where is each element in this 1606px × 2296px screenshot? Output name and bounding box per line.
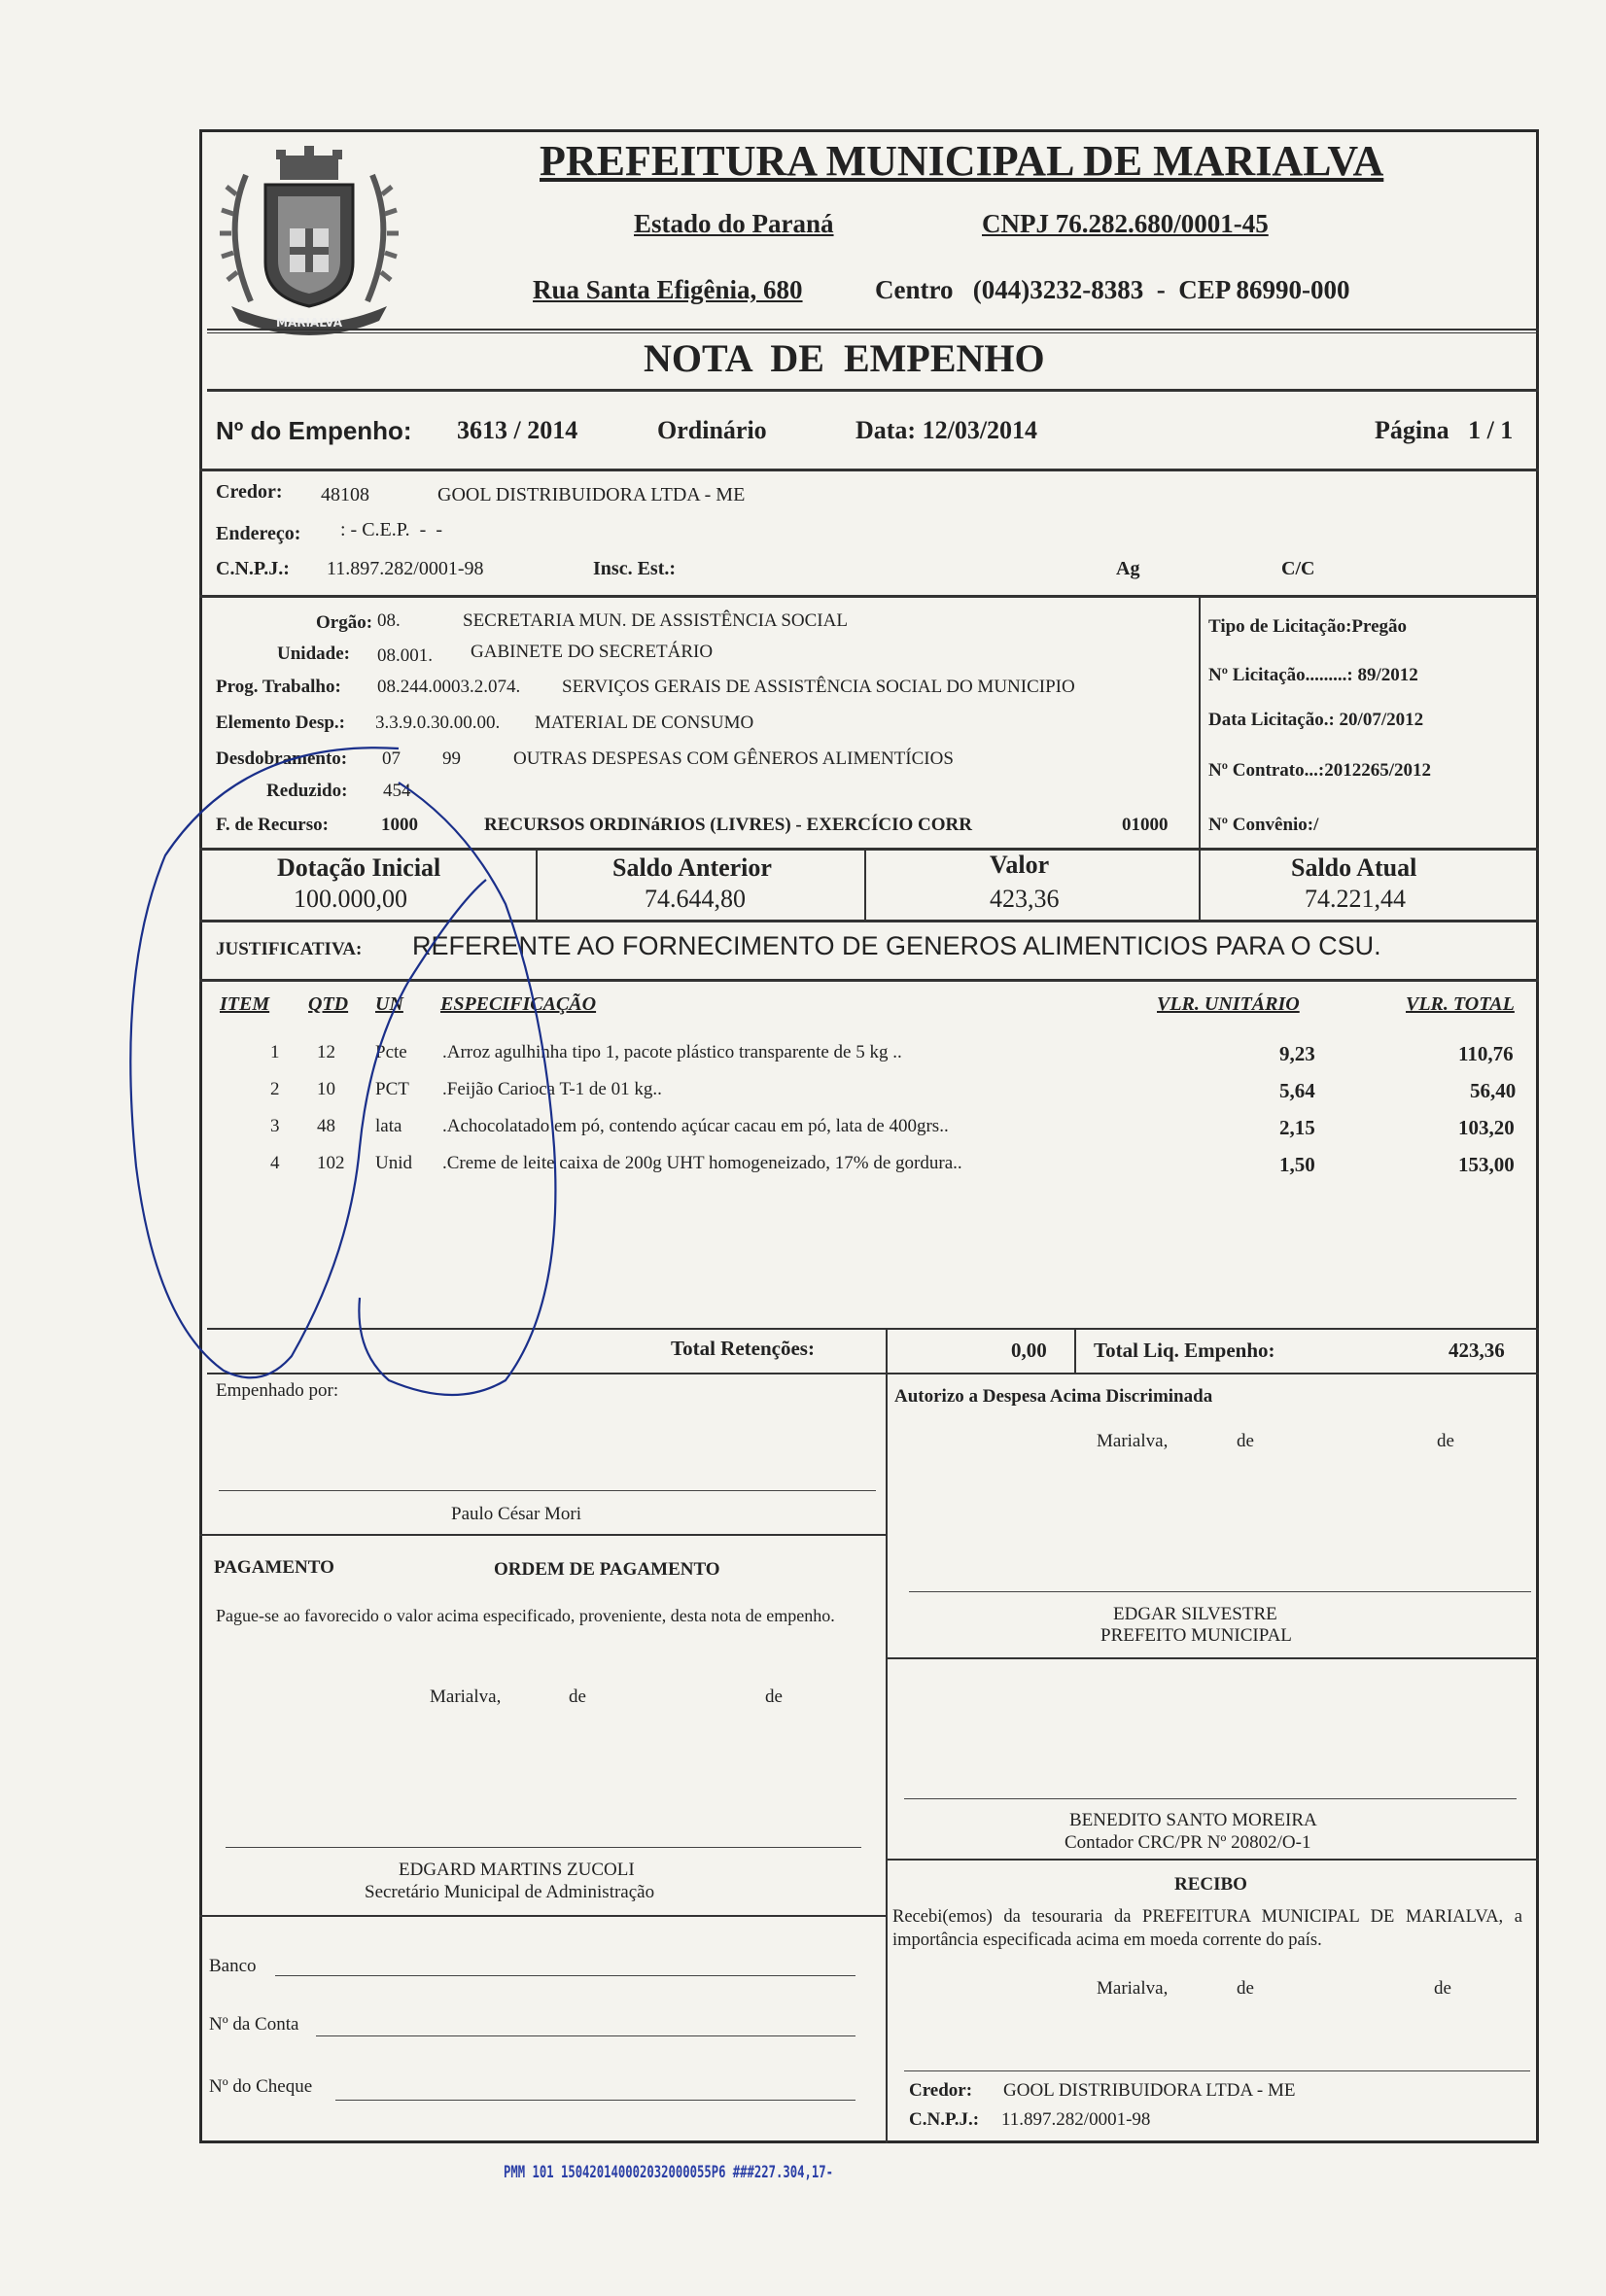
autorizo-place: Marialva, <box>1097 1431 1169 1451</box>
item-unit: 1,50 <box>1279 1153 1315 1176</box>
tipo-licitacao: Tipo de Licitação:Pregão <box>1208 616 1408 637</box>
prefeito-name: EDGAR SILVESTRE <box>1113 1604 1277 1624</box>
orgao-label: Orgão: <box>316 612 373 633</box>
prog-trabalho-name: SERVIÇOS GERAIS DE ASSISTÊNCIA SOCIAL DO MUNICIPIO <box>562 677 1075 697</box>
justificativa-text: REFERENTE AO FORNECIMENTO DE GENEROS ALIMENTICIOS PARA O CSU. <box>412 931 1381 960</box>
item-un: lata <box>375 1116 402 1136</box>
authentication-stamp: PMM 101 150420140002032000055P6 ###227.304,17- <box>504 2163 833 2182</box>
cnpj-label: CNPJ 76.282.680/0001-45 <box>982 209 1269 238</box>
item-total: 153,00 <box>1458 1153 1515 1176</box>
unidade-label: Unidade: <box>277 644 350 664</box>
valor-label: Valor <box>990 851 1050 879</box>
empenhado-por-name: Paulo César Mori <box>451 1504 582 1524</box>
numero-licitacao: Nº Licitação.........: 89/2012 <box>1208 665 1418 685</box>
col-vlr-total: VLR. TOTAL <box>1406 993 1515 1015</box>
empenho-number: 3613 / 2014 <box>457 416 578 444</box>
footer-credor-label: Credor: <box>909 2080 973 2101</box>
col-item: ITEM <box>220 993 270 1015</box>
cnpj-credor-value: 11.897.282/0001-98 <box>327 558 484 579</box>
item-number: 1 <box>270 1042 280 1062</box>
numero-conta-label: Nº da Conta <box>209 2014 299 2035</box>
district-phone-label: Centro (044)3232-8383 - CEP 86990-000 <box>875 275 1350 304</box>
elemento-desp-name: MATERIAL DE CONSUMO <box>535 713 754 733</box>
ordem-pagamento-label: ORDEM DE PAGAMENTO <box>494 1559 720 1580</box>
contador-name: BENEDITO SANTO MOREIRA <box>1069 1810 1317 1830</box>
item-desc: .Achocolatado em pó, contendo açúcar cacau em pó, lata de 400grs.. <box>442 1116 949 1136</box>
empenho-type: Ordinário <box>657 416 767 444</box>
desdobramento-sub: 99 <box>442 748 461 769</box>
dotacao-label: Dotação Inicial <box>277 853 441 882</box>
elemento-desp-label: Elemento Desp.: <box>216 713 345 733</box>
recibo-label: RECIBO <box>1174 1874 1247 1895</box>
footer-credor-name: GOOL DISTRIBUIDORA LTDA - ME <box>1003 2080 1296 2101</box>
empenhado-por-label: Empenhado por: <box>216 1380 339 1401</box>
insc-est-label: Insc. Est.: <box>593 558 677 579</box>
item-unit: 9,23 <box>1279 1042 1315 1065</box>
item-unit: 5,64 <box>1279 1079 1315 1102</box>
autorizo-de-1: de <box>1237 1431 1254 1451</box>
orgao-name: SECRETARIA MUN. DE ASSISTÊNCIA SOCIAL <box>463 610 848 631</box>
recibo-de-2: de <box>1434 1978 1451 1999</box>
footer-cnpj-value: 11.897.282/0001-98 <box>1001 2109 1151 2130</box>
state-label: Estado do Paraná <box>634 209 834 238</box>
autorizo-label: Autorizo a Despesa Acima Discriminada <box>894 1386 1213 1407</box>
unidade-code: 08.001. <box>377 645 433 666</box>
saldo-anterior-value: 74.644,80 <box>645 885 746 913</box>
desdobramento-label: Desdobramento: <box>216 748 348 769</box>
numero-cheque-label: Nº do Cheque <box>209 2076 313 2097</box>
contador-role: Contador CRC/PR Nº 20802/O-1 <box>1065 1832 1311 1853</box>
col-qtd: QTD <box>308 993 349 1015</box>
fonte-recurso-name: RECURSOS ORDINáRIOS (LIVRES) - EXERCÍCIO CORR <box>484 815 972 835</box>
reduzido-value: 454 <box>383 781 411 801</box>
orgao-code: 08. <box>377 610 401 631</box>
empenho-label: Nº do Empenho: <box>216 416 412 445</box>
conta-corrente-label: C/C <box>1281 558 1315 579</box>
address-label: Rua Santa Efigênia, 680 <box>533 275 803 304</box>
item-number: 2 <box>270 1079 280 1099</box>
credor-code: 48108 <box>321 484 369 505</box>
item-desc: .Creme de leite caixa de 200g UHT homogeneizado, 17% de gordura.. <box>442 1153 962 1173</box>
autorizo-de-2: de <box>1437 1431 1454 1451</box>
banco-label: Banco <box>209 1956 257 1976</box>
item-un: Pcte <box>375 1042 407 1062</box>
endereco-label: Endereço: <box>216 523 301 544</box>
col-especificacao: ESPECIFICAÇÃO <box>440 993 597 1015</box>
item-total: 56,40 <box>1470 1079 1517 1102</box>
item-number: 4 <box>270 1153 280 1173</box>
saldo-atual-label: Saldo Atual <box>1291 853 1417 882</box>
agencia-label: Ag <box>1116 558 1140 579</box>
document-title: NOTA DE EMPENHO <box>644 336 1045 380</box>
col-vlr-unitario: VLR. UNITÁRIO <box>1157 993 1300 1015</box>
fonte-recurso-number: 01000 <box>1122 815 1169 835</box>
desdobramento-code: 07 <box>382 748 401 769</box>
credor-name: GOOL DISTRIBUIDORA LTDA - ME <box>437 484 746 505</box>
col-un: UN <box>375 993 403 1015</box>
prog-trabalho-label: Prog. Trabalho: <box>216 677 341 697</box>
fonte-recurso-label: F. de Recurso: <box>216 815 329 835</box>
total-retencoes-label: Total Retenções: <box>671 1337 815 1360</box>
data-licitacao: Data Licitação.: 20/07/2012 <box>1208 710 1424 730</box>
dotacao-value: 100.000,00 <box>294 885 407 913</box>
total-liquido-label: Total Liq. Empenho: <box>1094 1339 1275 1362</box>
item-un: Unid <box>375 1153 412 1173</box>
total-liquido-value: 423,36 <box>1449 1339 1505 1362</box>
fonte-recurso-code: 1000 <box>381 815 418 835</box>
numero-convenio: Nº Convênio:/ <box>1208 815 1319 835</box>
total-retencoes-value: 0,00 <box>1011 1339 1047 1362</box>
item-total: 110,76 <box>1458 1042 1514 1065</box>
footer-cnpj-label: C.N.P.J.: <box>909 2109 980 2130</box>
recibo-text: Recebi(emos) da tesouraria da PREFEITURA MUNICIPAL DE MARIALVA, a importância especificada acima em moeda corrente do país. <box>892 1907 1522 1950</box>
pagamento-label: PAGAMENTO <box>214 1557 334 1578</box>
item-un: PCT <box>375 1079 409 1099</box>
credor-label: Credor: <box>216 481 283 503</box>
pagamento-de-2: de <box>765 1687 783 1707</box>
item-qtd: 102 <box>317 1153 345 1173</box>
item-desc: .Feijão Carioca T-1 de 01 kg.. <box>442 1079 662 1099</box>
svg-text:MARIALVA: MARIALVA <box>276 316 342 330</box>
endereco-value: : - C.E.P. - - <box>340 519 442 540</box>
numero-contrato: Nº Contrato...:2012265/2012 <box>1208 760 1431 781</box>
unidade-name: GABINETE DO SECRETÁRIO <box>471 642 714 662</box>
pagamento-text: Pague-se ao favorecido o valor acima especificado, proveniente, desta nota de empenho. <box>216 1606 835 1625</box>
item-qtd: 10 <box>317 1079 335 1099</box>
valor-value: 423,36 <box>990 885 1060 913</box>
prefeito-role: PREFEITO MUNICIPAL <box>1100 1625 1292 1646</box>
item-qtd: 48 <box>317 1116 335 1136</box>
secretario-role: Secretário Municipal de Administração <box>365 1882 655 1902</box>
item-number: 3 <box>270 1116 280 1136</box>
page-number: Página 1 / 1 <box>1375 416 1514 444</box>
item-desc: .Arroz agulhinha tipo 1, pacote plástico transparente de 5 kg .. <box>442 1042 902 1062</box>
desdobramento-name: OUTRAS DESPESAS COM GÊNEROS ALIMENTÍCIOS <box>513 748 954 769</box>
item-qtd: 12 <box>317 1042 335 1062</box>
prog-trabalho-code: 08.244.0003.2.074. <box>377 677 521 697</box>
item-unit: 2,15 <box>1279 1116 1315 1139</box>
recibo-place: Marialva, <box>1097 1978 1169 1999</box>
cnpj-credor-label: C.N.P.J.: <box>216 558 290 579</box>
page-title: PREFEITURA MUNICIPAL DE MARIALVA <box>540 137 1384 185</box>
recibo-de-1: de <box>1237 1978 1254 1999</box>
reduzido-label: Reduzido: <box>266 781 348 801</box>
pagamento-place: Marialva, <box>430 1687 502 1707</box>
saldo-atual-value: 74.221,44 <box>1305 885 1406 913</box>
item-total: 103,20 <box>1458 1116 1515 1139</box>
saldo-anterior-label: Saldo Anterior <box>612 853 772 882</box>
pagamento-de-1: de <box>569 1687 586 1707</box>
elemento-desp-code: 3.3.9.0.30.00.00. <box>375 713 501 733</box>
justificativa-label: JUSTIFICATIVA: <box>216 939 363 959</box>
empenho-date: Data: 12/03/2014 <box>855 416 1038 444</box>
secretario-name: EDGARD MARTINS ZUCOLI <box>399 1860 635 1880</box>
